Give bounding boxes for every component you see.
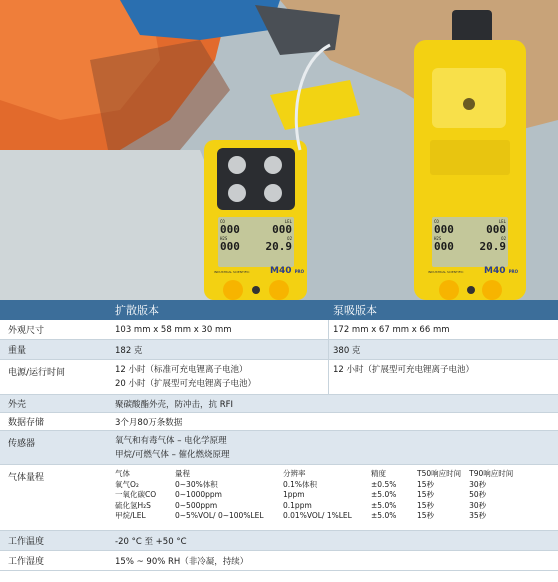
humidity-value: 15% ~ 90% RH（非冷凝，持续） <box>115 556 249 567</box>
gas-range-table <box>115 469 521 522</box>
size-pump: 172 mm x 67 mm x 66 mm <box>333 324 450 335</box>
table-row <box>115 511 521 522</box>
reading-value: 000 <box>272 223 292 236</box>
row-weight <box>0 340 558 360</box>
model-label: M40 <box>484 266 506 276</box>
gas-col-header: 分辨率 <box>283 469 306 478</box>
gas-cell: 0~5%VOL/ 0~100%LEL <box>175 511 264 520</box>
header-pump: 泵吸版本 <box>333 304 377 317</box>
gas-col-header: 精度 <box>371 469 386 478</box>
gas-cell: ±5.0% <box>371 500 397 510</box>
gas-cell: ±5.0% <box>371 490 397 499</box>
gas-col-header: T90响应时间 <box>469 469 514 478</box>
sensor-line: 甲烷/可燃气体 – 催化燃烧原理 <box>115 450 230 460</box>
row-label: 外观尺寸 <box>8 326 45 336</box>
table-row <box>115 501 521 512</box>
reading-label: O2 <box>287 236 292 241</box>
row-housing <box>0 395 558 413</box>
row-temperature <box>0 531 558 551</box>
reading-label: LEL <box>284 219 292 224</box>
power-pump <box>329 360 558 394</box>
gas-cell: ±5.0% <box>371 511 397 520</box>
gas-cell: 0.1ppm <box>283 500 312 510</box>
row-size <box>0 320 558 340</box>
power-diffusion <box>105 360 329 394</box>
gas-cell: 35秒 <box>469 511 487 520</box>
gas-cell: 15秒 <box>417 479 435 489</box>
header-spacer <box>0 300 105 320</box>
gas-cell: 15秒 <box>417 490 435 499</box>
table-header-row <box>0 300 558 320</box>
gas-cell: 0~30%体积 <box>175 479 218 489</box>
row-sensor <box>0 431 558 465</box>
gas-cell: ±0.5% <box>371 479 397 489</box>
reading-label: O2 <box>501 236 506 241</box>
row-label: 工作温度 <box>8 537 45 547</box>
row-power <box>0 360 558 395</box>
gas-cell: 30秒 <box>469 479 487 489</box>
row-label: 重量 <box>8 346 27 356</box>
range-value <box>105 465 558 530</box>
row-label: 传感器 <box>8 439 36 449</box>
gas-col-header: 量程 <box>175 469 190 478</box>
power-line: 12 小时（标准可充电锂离子电池） <box>115 365 248 375</box>
size-diffusion: 103 mm x 58 mm x 30 mm <box>105 320 329 339</box>
model-sub-label: PRO <box>294 269 305 274</box>
table-row <box>115 490 521 501</box>
gas-col-header: T50响应时间 <box>417 469 462 478</box>
row-range <box>0 465 558 531</box>
reading-value: 000 <box>434 240 454 253</box>
right-device-screen <box>434 219 506 265</box>
sensor-line: 氧气和有毒气体 – 电化学原理 <box>115 436 227 446</box>
power-line: 20 小时（扩展型可充电锂离子电池） <box>115 379 257 389</box>
gas-cell: 氧气O₂ <box>115 479 139 489</box>
row-label: 气体量程 <box>8 473 45 483</box>
reading-value: 000 <box>220 223 240 236</box>
reading-label: LEL <box>498 219 506 224</box>
table-row <box>115 480 521 491</box>
sensor-value <box>105 431 558 464</box>
power-line: 12 小时（扩展型可充电锂离子电池） <box>333 365 475 375</box>
reading-value: 000 <box>434 223 454 236</box>
row-humidity <box>0 551 558 571</box>
gas-cell: 1ppm <box>283 490 305 499</box>
row-label: 工作湿度 <box>8 557 45 567</box>
model-sub-label: PRO <box>508 269 519 274</box>
reading-label: H2S <box>434 236 442 241</box>
gas-col-header: 气体 <box>115 469 130 478</box>
reading-value: 000 <box>220 240 240 253</box>
reading-value: 000 <box>486 223 506 236</box>
reading-label: CO <box>434 219 439 224</box>
gas-cell: 0~500ppm <box>175 500 218 510</box>
datalog-value: 3个月80万条数据 <box>115 417 183 428</box>
left-device-model <box>270 266 304 276</box>
header-diffusion: 扩散版本 <box>115 304 159 317</box>
right-device-brand: INDUSTRIAL SCIENTIFIC <box>428 270 464 274</box>
model-label: M40 <box>270 266 292 276</box>
gas-cell: 硫化氢H₂S <box>115 500 151 510</box>
gas-cell: 0~1000ppm <box>175 490 222 499</box>
left-device-brand: INDUSTRIAL SCIENTIFIC <box>214 270 250 274</box>
left-device-screen <box>220 219 292 265</box>
gas-cell: 一氧化碳CO <box>115 490 157 499</box>
right-device-model <box>484 266 518 276</box>
gas-cell: 15秒 <box>417 511 435 520</box>
gas-cell: 甲烷/LEL <box>115 511 146 520</box>
gas-cell: 0.01%VOL/ 1%LEL <box>283 511 352 520</box>
reading-label: H2S <box>220 236 228 241</box>
weight-pump: 380 克 <box>333 345 361 356</box>
gas-range-header <box>115 469 521 480</box>
housing-value: 聚碳酸酯外壳，防冲击，抗 RFI <box>115 399 234 410</box>
row-label: 外壳 <box>8 400 27 410</box>
gas-cell: 50秒 <box>469 490 487 499</box>
row-label: 电源/运行时间 <box>8 368 66 378</box>
weight-diffusion: 182 克 <box>105 340 329 359</box>
gas-cell: 15秒 <box>417 500 435 510</box>
gas-cell: 0.1%体积 <box>283 479 318 489</box>
row-label: 数据存储 <box>8 418 45 428</box>
temperature-value: -20 °C 至 +50 °C <box>115 536 187 547</box>
reading-label: CO <box>220 219 225 224</box>
reading-value: 20.9 <box>265 240 292 253</box>
row-datalog <box>0 413 558 431</box>
gas-cell: 30秒 <box>469 500 487 510</box>
reading-value: 20.9 <box>479 240 506 253</box>
